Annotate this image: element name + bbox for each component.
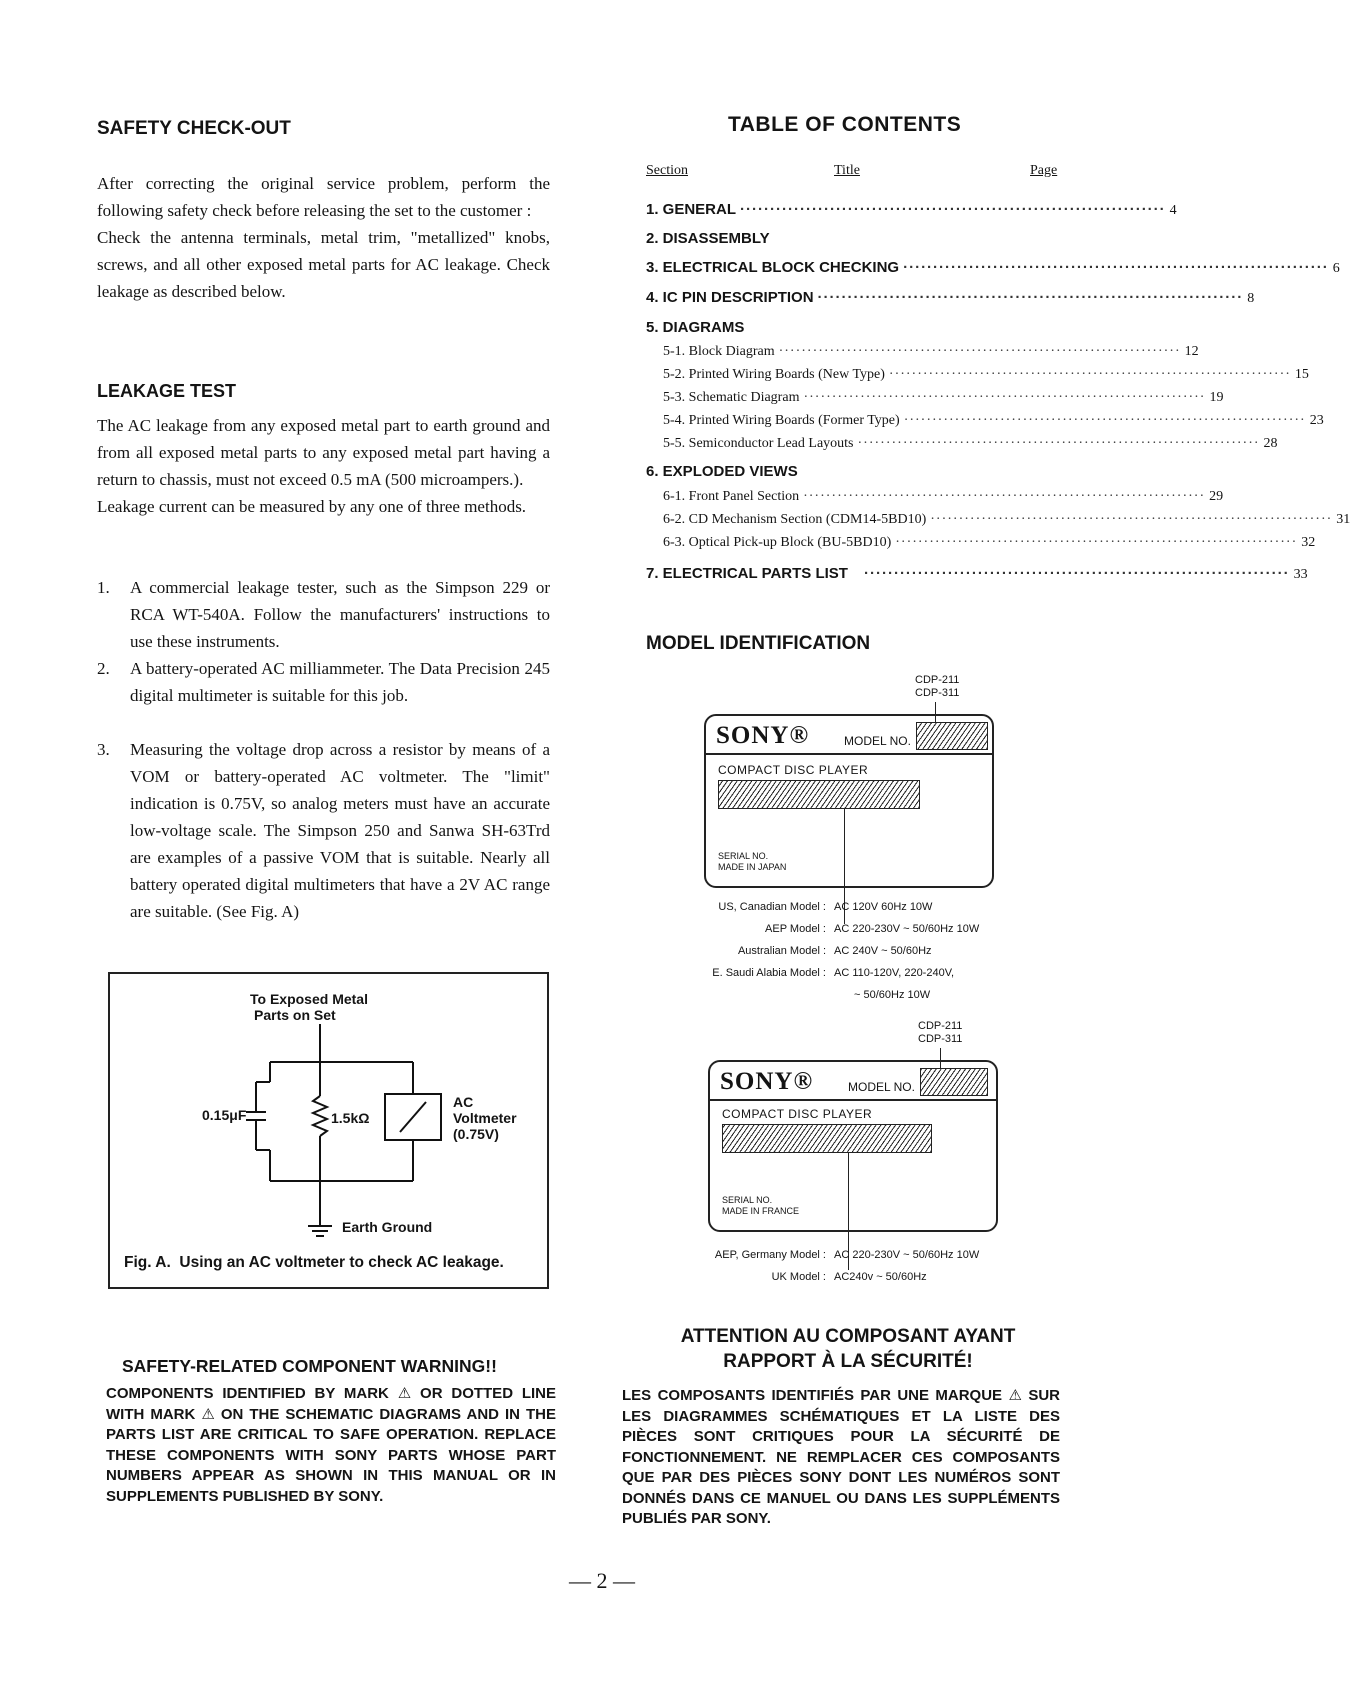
toc-subentry[interactable] [663,367,1309,383]
label2-model-a: CDP-211 [918,1020,963,1032]
figure-a-top-label [250,991,368,1023]
meter-label [453,1094,517,1142]
toc-entry-page: 23 [1309,413,1324,428]
meter-label-line3: (0.75V) [453,1126,499,1142]
warning-triangle-icon: ⚠ [397,1385,412,1402]
toc-entry-label: 3. ELECTRICAL BLOCK CHECKING [646,259,900,276]
toc-entry-label: 5-1. Block Diagram [663,344,775,359]
label2-model-no: MODEL NO. [848,1080,915,1094]
toc-entry-label: 6-2. CD Mechanism Section (CDM14-5BD10) [663,512,927,527]
toc-leader: ······································································· [903,259,1329,276]
toc-entry-page: 28 [1263,436,1278,451]
model-rating-key: AEP Model : [765,923,826,935]
label2-rating-hatch [722,1124,932,1153]
page-number: — 2 — [569,1568,635,1593]
toc-entry[interactable] [646,259,1340,277]
toc-entry-page: 15 [1294,367,1309,382]
method-text: Measuring the voltage drop across a resistor by means of a VOM or battery-operated AC voltmeter. The "limit" indication is 0.75V, so analog meters must have an accurate low-voltage scale. The Simpson 250 and Sanwa SH-63Trd are examples of a passive VOM that is suitable. Nearly all battery operated digital multimeters that have a 2V AC range are suitable. (See Fig. A) [130,740,550,921]
label1-nameplate [704,714,994,888]
toc-entry-page: 4 [1169,203,1177,218]
warning-triangle-icon: ⚠ [1008,1387,1022,1404]
toc-entry-page: 19 [1209,390,1224,405]
toc-entry-label: 6-1. Front Panel Section [663,489,800,504]
toc-entry-page: 31 [1336,512,1350,527]
safety-warning-fr-text-a: LES COMPOSANTS IDENTIFIÉS PAR UNE MARQUE [622,1387,1003,1404]
label1-model-a: CDP-211 [915,674,960,686]
model-rating-key: UK Model : [771,1271,826,1283]
toc-col-section: Section [646,163,688,178]
capacitor-label: 0.15μF [202,1107,247,1123]
toc-subentry[interactable] [663,489,1224,505]
toc-leader: ······································································· [817,289,1244,306]
method-number: 1. [97,578,110,597]
model-rating-value: AC 220-230V ~ 50/60Hz 10W [834,923,980,935]
toc-entry-label: 5-4. Printed Wiring Boards (Former Type) [663,413,900,428]
toc-entry[interactable] [646,201,1177,219]
method-text: A commercial leakage tester, such as the Simpson 229 or RCA WT-540A. Follow the manufacturers' instructions to use these instruments. [130,578,550,651]
label2-model-b: CDP-311 [918,1033,963,1045]
toc-entry[interactable] [646,230,1062,247]
toc-entry-page: 8 [1247,291,1255,306]
model-rating-key: AEP, Germany Model : [714,1249,826,1261]
toc-entry-label: 2. DISASSEMBLY [646,230,770,247]
label1-divider [706,753,992,755]
model-id-heading: MODEL IDENTIFICATION [646,633,871,654]
method-number: 3. [97,740,110,759]
meter-label-line1: AC [453,1094,474,1110]
safety-warning-fr-text-b: SUR LES DIAGRAMMES SCHÉMATIQUES ET LA LISTE DES PIÈCES SONT CRITIQUES POUR LA SÉCURITÉ DE FONCTIONNEMENT. NE REMPLACER CES COMPOSANTS QUE PAR DES PIÈCES SONY DONT LES NUMÉROS SONT DONNÉS DANS CE MANUEL OU DANS LES SUPPLÉMENTS PUBLIÉS PAR SONY. [622,1387,1061,1527]
label2-serial-block [722,1195,799,1217]
safety-warning-text-c: ON THE SCHEMATIC DIAGRAMS AND IN THE PARTS LIST ARE CRITICAL TO SAFE OPERATION. REPLACE THESE COMPONENTS WITH SONY PARTS WHOSE PART NUMBERS APPEAR AS SHOWN IN THIS MANUAL OR IN SUPPLEMENTS PUBLISHED BY SONY. [106,1405,557,1505]
toc-leader: ······································································· [803,390,1206,405]
label1-rating-hatch [718,780,920,809]
toc-col-page: Page [1030,163,1058,178]
method-number: 2. [97,659,110,678]
toc-entry-page: 33 [1293,567,1308,582]
toc-subentry[interactable] [663,344,1199,360]
safety-warning-heading: SAFETY-RELATED COMPONENT WARNING!! [122,1356,497,1376]
method-item [97,736,550,925]
leakage-test-limit: The AC leakage from any exposed metal part to earth ground and from all exposed metal parts to any exposed metal part having a return to chassis, must not exceed 0.5 mA (500 microampers.). [97,416,550,489]
model-rating-value: ~ 50/60Hz 10W [854,989,931,1001]
label1-model-b: CDP-311 [915,687,960,699]
figure-a-top-label-line2: Parts on Set [254,1007,336,1023]
toc-entry[interactable] [646,565,1308,583]
toc-entry-label: 5-3. Schematic Diagram [663,390,800,405]
toc-entry-label: 4. IC PIN DESCRIPTION [646,289,814,306]
method-text: A battery-operated AC milliammeter. The Data Precision 245 digital multimeter is suitable for this job. [130,659,550,705]
toc-leader: ······································································· [930,512,1333,527]
safety-warning-text-b: OR DOTTED LINE WITH MARK [106,1385,557,1423]
toc-entry-label: 6-3. Optical Pick-up Block (BU-5BD10) [663,535,892,550]
toc-entry-label: 7. ELECTRICAL PARTS LIST [646,565,848,582]
leakage-test-heading: LEAKAGE TEST [97,381,237,401]
figure-a-box [108,972,549,1289]
label1-serial-block [718,851,786,873]
toc-subentry[interactable] [663,512,1350,528]
toc-leader: ······································································· [903,413,1306,428]
toc-entry-label: 5. DIAGRAMS [646,319,745,336]
model-rating-key: E. Saudi Alabia Model : [712,967,826,979]
label1-serial: SERIAL NO. [718,851,769,861]
figure-a-top-label-line1: To Exposed Metal [250,991,368,1007]
toc-leader: ······································································· [863,565,1290,582]
label1-product: COMPACT DISC PLAYER [718,763,869,777]
meter-label-line2: Voltmeter [453,1110,517,1126]
resistor-label: 1.5kΩ [331,1110,370,1126]
safety-checkout-heading: SAFETY CHECK-OUT [97,118,291,139]
label1-models [915,674,959,700]
safety-warning-text [106,1384,556,1507]
method-item [97,574,550,655]
leakage-test-paragraph [97,412,550,520]
toc-leader: ······································································· [895,535,1298,550]
toc-entry-page: 32 [1301,535,1316,550]
model-rating-value: AC 220-230V ~ 50/60Hz 10W [834,1249,980,1261]
label2-nameplate [708,1060,998,1232]
safety-warning-fr-heading-line2: RAPPORT À LA SÉCURITÉ! [723,1351,973,1372]
toc-entry-label: 1. GENERAL [646,201,737,218]
model-rating-value: AC 120V 60Hz 10W [834,901,933,913]
toc-entry-page: 6 [1332,261,1340,276]
label1-model-no: MODEL NO. [844,734,911,748]
toc-entry[interactable] [646,319,1062,336]
toc-subentry[interactable] [663,535,1316,551]
toc-entry-label: 5-5. Semiconductor Lead Layouts [663,436,854,451]
toc-entry-label: 5-2. Printed Wiring Boards (New Type) [663,367,885,382]
safety-warning-fr-heading-line1: ATTENTION AU COMPOSANT AYANT [680,1326,1016,1347]
safety-checkout-check: Check the antenna terminals, metal trim, "metallized" knobs, screws, and all other exposed metal parts for AC leakage. Check leakage as described below. [97,228,550,301]
toc-leader: ······································································· [803,489,1206,504]
toc-subentry[interactable] [663,436,1278,452]
sony-logo: SONY® [720,1068,814,1095]
figure-a-caption: Fig. A. Using an AC voltmeter to check AC leakage. [124,1254,504,1271]
toc-leader: ······································································· [857,436,1260,451]
toc-leader: ······································································· [740,201,1166,218]
toc-heading: TABLE OF CONTENTS [728,113,962,136]
safety-checkout-intro: After correcting the original service problem, perform the following safety check before releasing the set to the customer : [97,174,550,220]
toc-entry-page: 29 [1209,489,1224,504]
toc-entry[interactable] [646,463,1062,480]
toc-leader: ······································································· [778,344,1181,359]
toc-col-title: Title [834,163,860,178]
model-rating-key: US, Canadian Model : [718,901,826,913]
toc-subentry[interactable] [663,413,1324,429]
toc-entry-label: 6. EXPLODED VIEWS [646,463,798,480]
model-rating-value: AC240v ~ 50/60Hz [834,1271,927,1283]
safety-checkout-paragraph [97,170,550,305]
label2-serial: SERIAL NO. [722,1195,773,1205]
label2-product: COMPACT DISC PLAYER [722,1107,873,1121]
label2-made-in: MADE IN FRANCE [722,1206,800,1216]
safety-warning-fr-heading [612,1324,1084,1374]
sony-logo: SONY® [716,722,810,749]
earth-ground-label: Earth Ground [342,1219,433,1235]
label2-divider [710,1099,996,1101]
toc-entry[interactable] [646,289,1255,307]
toc-entry-page: 12 [1184,344,1199,359]
safety-warning-fr-text [622,1386,1060,1530]
label1-model-hatch [916,722,988,750]
label2-model-hatch [920,1068,988,1096]
model-rating-value: AC 240V ~ 50/60Hz [834,945,932,957]
method-item [97,655,550,709]
model-rating-key: Australian Model : [737,945,826,957]
label2-models [918,1020,962,1046]
toc-subentry[interactable] [663,390,1224,406]
warning-triangle-icon: ⚠ [201,1405,215,1423]
safety-warning-text-a: COMPONENTS IDENTIFIED BY MARK [106,1385,389,1402]
label1-made-in: MADE IN JAPAN [718,862,787,872]
leakage-test-methods: Leakage current can be measured by any one of three methods. [97,497,527,516]
toc-leader: ······································································· [888,367,1291,382]
model-rating-value: AC 110-120V, 220-240V, [834,967,955,979]
